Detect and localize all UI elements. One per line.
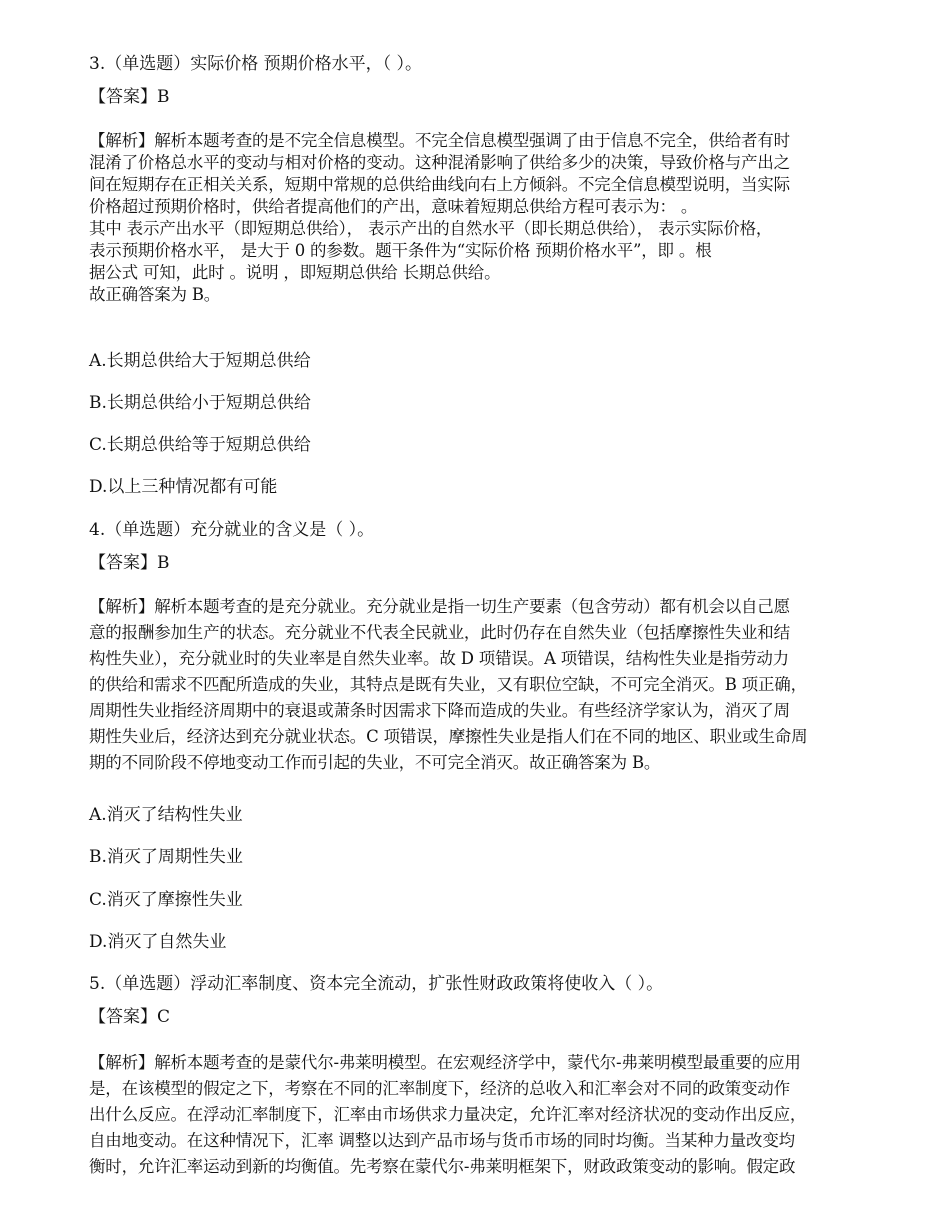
analysis-line: 的供给和需求不匹配所造成的失业，其特点是既有失业，又有职位空缺，不可完全消灭。B 项正确， — [89, 675, 807, 694]
analysis-line: 【解析】解析本题考查的是不完全信息模型。不完全信息模型强调了由于信息不完全，供给者有时 — [89, 131, 790, 150]
question-3-option-d[interactable]: D.以上三种情况都有可能 — [89, 477, 278, 497]
analysis-line: 【解析】解析本题考查的是蒙代尔-弗莱明模型。在宏观经济学中，蒙代尔-弗莱明模型最重要的应用 — [89, 1053, 801, 1072]
analysis-line: 出什么反应。在浮动汇率制度下，汇率由市场供求力量决定，允许汇率对经济状况的变动作出反应， — [89, 1105, 807, 1124]
analysis-line: 据公式 可知，此时 。说明 ，即短期总供给 长期总供给。 — [89, 263, 501, 282]
analysis-line: 是，在该模型的假定之下，考察在不同的汇率制度下，经济的总收入和汇率会对不同的政策变动作 — [89, 1079, 790, 1098]
analysis-line: 其中 表示产出水平（即短期总供给）， 表示产出的自然水平（即长期总供给）， 表示实际价格， — [89, 219, 773, 238]
analysis-line: 期性失业后，经济达到充分就业状态。C 项错误，摩擦性失业是指人们在不同的地区、职业或生命周 — [89, 727, 808, 746]
analysis-line: 间在短期存在正相关关系，短期中常规的总供给曲线向右上方倾斜。不完全信息模型说明，当实际 — [89, 175, 790, 194]
question-4-option-b[interactable]: B.消灭了周期性失业 — [89, 847, 243, 867]
analysis-line: 价格超过预期价格时，供给者提高他们的产出，意味着短期总供给方程可表示为： 。 — [89, 197, 698, 216]
analysis-line: 自由地变动。在这种情况下，汇率 调整以达到产品市场与货币市场的同时均衡。当某种力量改变均 — [89, 1131, 795, 1150]
question-4-option-a[interactable]: A.消灭了结构性失业 — [89, 805, 243, 825]
analysis-line: 期的不同阶段不停地变动工作而引起的失业，不可完全消灭。故正确答案为 B。 — [89, 753, 661, 772]
analysis-line: 【解析】解析本题考查的是充分就业。充分就业是指一切生产要素（包含劳动）都有机会以自己愿 — [89, 597, 790, 616]
analysis-line: 构性失业），充分就业时的失业率是自然失业率。故 D 项错误。A 项错误，结构性失业是指劳动力 — [89, 649, 789, 668]
analysis-line: 意的报酬参加生产的状态。充分就业不代表全民就业，此时仍存在自然失业（包括摩擦性失业和结 — [89, 623, 790, 642]
question-3-option-b[interactable]: B.长期总供给小于短期总供给 — [89, 393, 311, 413]
question-3-answer: 【答案】B — [89, 87, 170, 107]
question-3-stem: 3.（单选题）实际价格 预期价格水平，（ ）。 — [89, 54, 423, 74]
question-4-stem: 4.（单选题）充分就业的含义是（ ）。 — [89, 520, 375, 540]
question-5-answer: 【答案】C — [89, 1007, 171, 1027]
question-4-option-c[interactable]: C.消灭了摩擦性失业 — [89, 890, 243, 910]
question-4-answer: 【答案】B — [89, 553, 170, 573]
question-5-analysis — [89, 1050, 909, 1180]
analysis-line: 混淆了价格总水平的变动与相对价格的变动。这种混淆影响了供给多少的决策，导致价格与产出之 — [89, 153, 790, 172]
analysis-line: 表示预期价格水平， 是大于 0 的参数。题干条件为“实际价格 预期价格水平”，即 。根 — [89, 241, 712, 260]
question-4-option-d[interactable]: D.消灭了自然失业 — [89, 932, 227, 952]
analysis-line: 衡时，允许汇率运动到新的均衡值。先考察在蒙代尔-弗莱明框架下，财政政策变动的影响。假定政 — [89, 1157, 796, 1176]
question-3-option-c[interactable]: C.长期总供给等于短期总供给 — [89, 435, 311, 455]
analysis-line: 故正确答案为 B。 — [89, 285, 221, 304]
analysis-line: 周期性失业指经济周期中的衰退或萧条时因需求下降而造成的失业。有些经济学家认为，消灭了周 — [89, 701, 790, 720]
question-4-analysis — [89, 594, 909, 776]
question-5-stem: 5.（单选题）浮动汇率制度、资本完全流动，扩张性财政政策将使收入（ ）。 — [89, 974, 664, 994]
question-3-option-a[interactable]: A.长期总供给大于短期总供给 — [89, 351, 311, 371]
question-3-analysis — [89, 130, 909, 306]
